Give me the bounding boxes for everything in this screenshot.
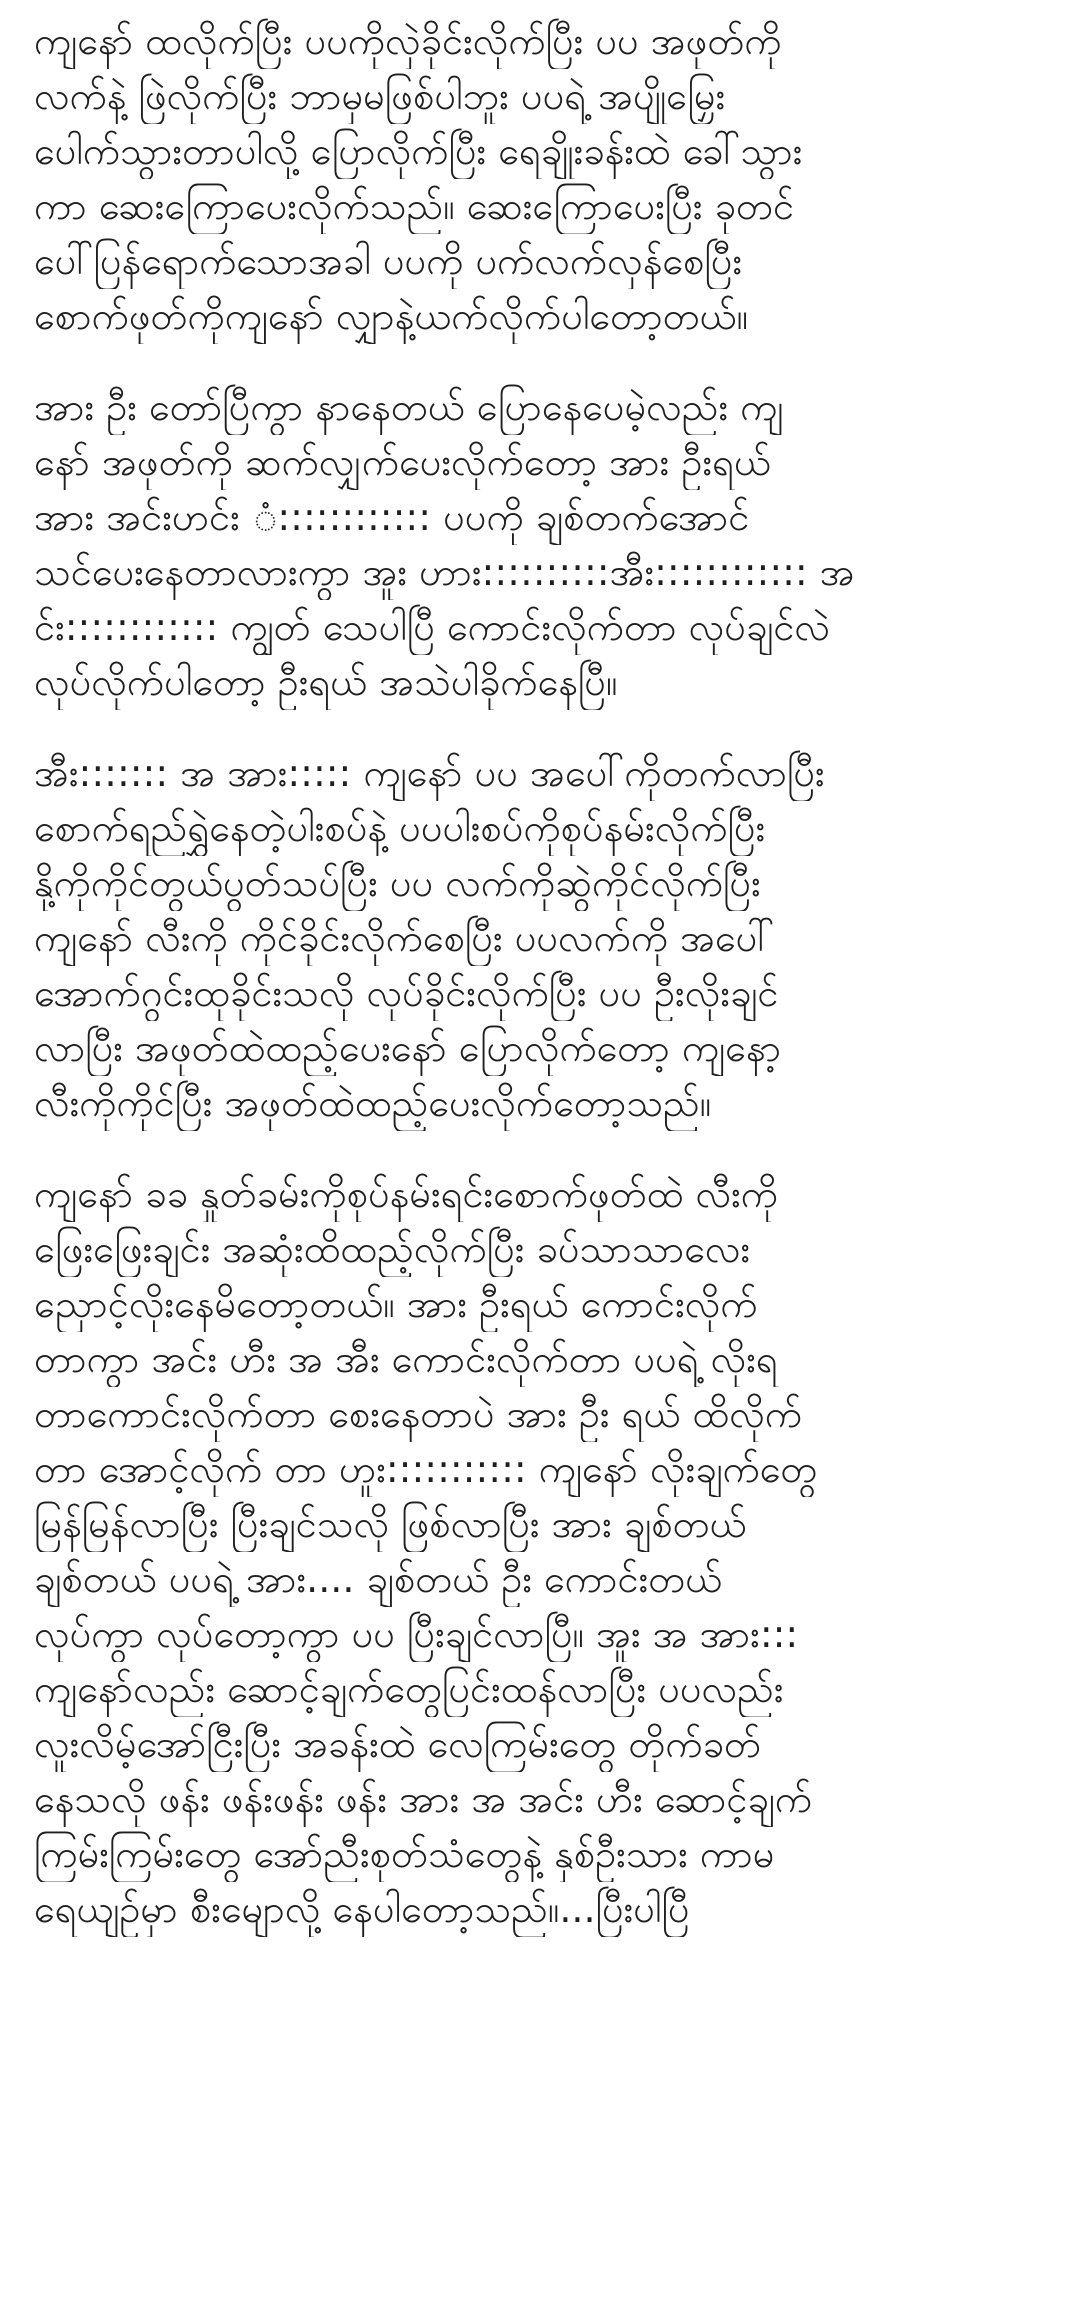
text-line: ရေယျဉ်မှာ စီးမျောလို့ နေပါတော့သည်။...ပြီးပါပြီ [34,1887,690,1931]
text-line: အောက်ဂွင်းထုခိုင်းသလို လုပ်ခိုင်းလိုက်ပြီး ပပ ဦးလိုးချင် [34,971,779,1015]
text-line: င်း:::::::::::: ကျွတ် သေပါပြီ ကောင်းလိုက်တာ လုပ်ချင်လဲ [34,605,831,649]
text-line: တာ အောင့်လိုက် တာ ဟူး::::::::::: ကျနော် လိုးချက်တွေ [34,1447,818,1491]
text-line: ကျနော်လည်း ဆောင့်ချက်တွေပြင်းထန်လာပြီး ပပလည်း [34,1667,784,1711]
text-line: အား ဦး တော်ပြီကွာ နာနေတယ် ပြောနေပေမဲ့လည်း ကျ [34,385,784,429]
text-line: လီးကိုကိုင်ပြီး အဖုတ်ထဲထည့်ပေးလိုက်တော့သည်။ [34,1081,712,1125]
text-line: လူးလိမ့်အော်ငြီးပြီး အခန်းထဲ လေကြမ်းတွေ တိုက်ခတ် [34,1722,761,1766]
text-line: တာကောင်းလိုက်တာ စေးနေတာပဲ အား ဦး ရယ် ထိလိုက် [34,1392,802,1436]
paragraph-1 [34,14,1046,344]
text-line: အီး::::::: အ အား::::: ကျနော် ပပ အပေါ်ကိုတက်လာပြီး [34,751,825,795]
paragraph-2 [34,380,1046,710]
text-line: နို့ကိုကိုင်တွယ်ပွတ်သပ်ပြီး ပပ လက်ကိုဆွဲကိုင်လိုက်ပြီး [34,861,761,905]
text-line: ကျနော် လီးကို ကိုင်ခိုင်းလိုက်စေပြီး ပပလက်ကို အပေါ် [34,916,775,960]
text-line: မြန်မြန်လာပြီး ပြီးချင်သလို ဖြစ်လာပြီး အား ချစ်တယ် [34,1502,747,1546]
text-line: လာပြီး အဖုတ်ထဲထည့်ပေးနော် ပြောလိုက်တော့ ကျနော့ [34,1026,782,1070]
text-line: လုပ်ကွာ လုပ်တော့ကွာ ပပ ပြီးချင်လာပြီ။ အူး အ အား::: [34,1612,799,1656]
text-line: နော် အဖုတ်ကို ဆက်လျှက်ပေးလိုက်တော့ အား ဦးရယ် [34,440,771,484]
text-line: ပေါ်ပြန်ရောက်သောအခါ ပပကို ပက်လက်လှန်စေပြီး [34,239,743,283]
text-line: နေသလို ဖန်း ဖန်းဖန်း ဖန်း အား အ အင်း ဟီး ဆောင့်ချက် [34,1777,813,1821]
text-line: လုပ်လိုက်ပါတော့ ဦးရယ် အသဲပါခိုက်နေပြီ။ [34,660,618,704]
text-line: လက်နဲ့ ဖြဲလိုက်ပြီး ဘာမှမဖြစ်ပါဘူး ပပရဲ့ အပျိုမြှေး [34,74,726,118]
text-line: စောက်ဖုတ်ကိုကျနော် လျှာနဲ့ယက်လိုက်ပါတော့တယ်။ [34,294,749,338]
paragraph-4 [34,1167,1046,1937]
text-line: အား အင်းဟင်း ံ:::::::::::: ပပကို ချစ်တက်အောင် [34,495,750,539]
text-line: ပေါက်သွားတာပါလို့ ပြောလိုက်ပြီး ရေချိုးခန်းထဲ ခေါ်သွား [34,129,803,173]
text-line: စောက်ရည်ရွှဲနေတဲ့ပါးစပ်နဲ့ ပပပါးစပ်ကိုစုပ်နမ်းလိုက်ပြီး [34,806,766,850]
text-line: ညှောင့်လိုးနေမိတော့တယ်။ အား ဦးရယ် ကောင်းလိုက် [34,1282,758,1326]
text-line: ကာ ဆေးကြောပေးလိုက်သည်။ ဆေးကြောပေးပြီး ခုတင် [34,184,795,228]
text-line: ချစ်တယ် ပပရဲ့ အား.... ချစ်တယ် ဦး ကောင်းတယ် [34,1557,723,1601]
text-line: သင်ပေးနေတာလားကွာ အူး ဟား::::::::::အီး:::::::::::: အ [34,550,855,594]
paragraph-3 [34,746,1046,1131]
text-line: ဖြေးဖြေးချင်း အဆုံးထိထည့်လိုက်ပြီး ခပ်သာသာလေး [34,1227,751,1271]
text-line: ကျနော် ခခ နှုတ်ခမ်းကိုစုပ်နမ်းရင်းစောက်ဖုတ်ထဲ လီးကို [34,1172,778,1216]
text-line: တာကွာ အင်း ဟီး အ အီး ကောင်းလိုက်တာ ပပရဲ့ လိုးရ [34,1337,778,1381]
text-line: ကြမ်းကြမ်းတွေ အော်ညီးစုတ်သံတွေနဲ့ နှစ်ဦးသား ကာမ [34,1832,775,1876]
text-line: ကျနော် ထလိုက်ပြီး ပပကိုလှဲခိုင်းလိုက်ပြီး ပပ အဖုတ်ကို [34,19,782,63]
